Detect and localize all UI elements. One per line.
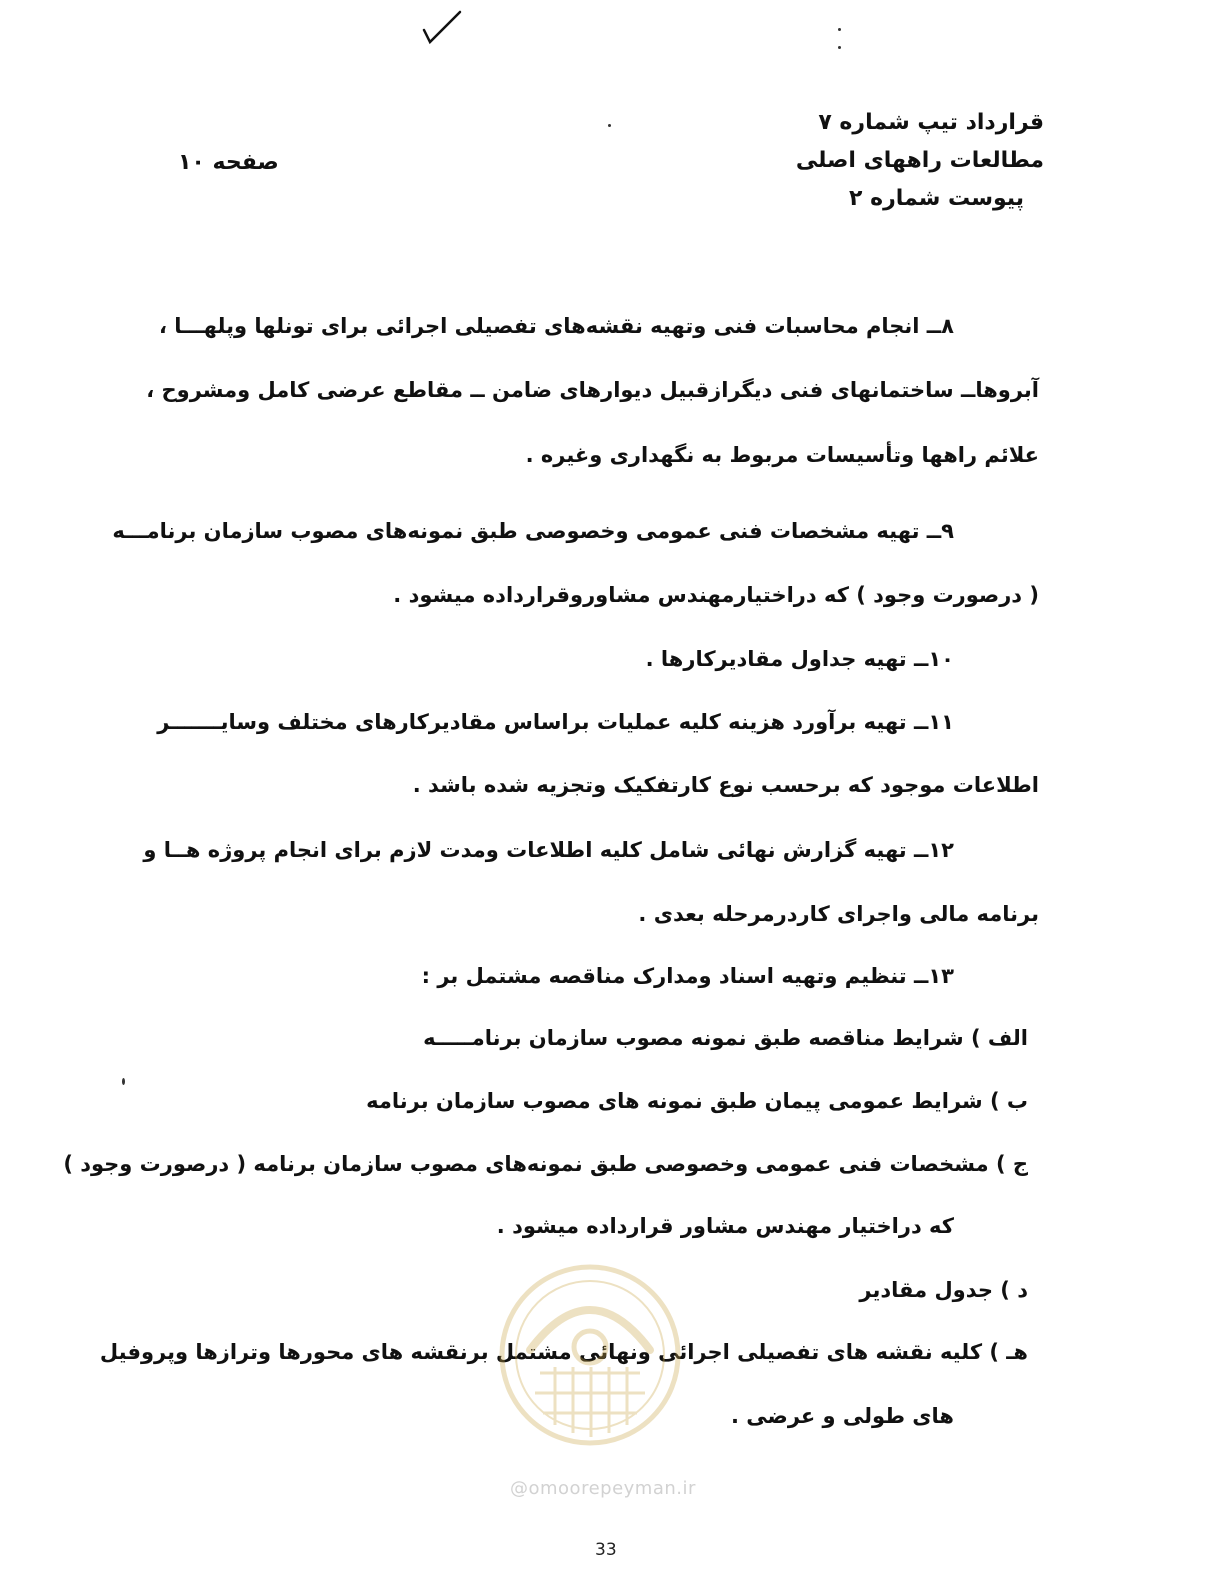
footer-page-number: 33	[595, 1540, 617, 1560]
text-line: ۱۲ــ تهیه گزارش نهائی شامل کلیه اطلاعات ومدت لازم برای انجام پروژه هــا و	[143, 838, 954, 862]
text-line: ۱۰ــ تهیه جداول مقادیرکارها .	[645, 647, 954, 671]
stray-mark	[838, 46, 841, 49]
text-line: ب ) شرایط عمومی پیمان طبق نمونه های مصوب سازمان برنامه	[366, 1089, 1028, 1113]
stray-mark	[838, 28, 841, 31]
contract-subject: مطالعات راههای اصلی	[795, 148, 1044, 173]
text-line: الف ) شرایط مناقصه طبق نمونه مصوب سازمان برنامـــــه	[423, 1026, 1028, 1050]
text-line: برنامه مالی واجرای کاردرمرحله بعدی .	[638, 902, 1039, 926]
text-line: د ) جدول مقادیر	[859, 1278, 1028, 1302]
check-mark-icon	[420, 8, 464, 48]
stray-mark	[608, 124, 611, 127]
text-line: علائم راهها وتأسیسات مربوط به نگهداری وغیره .	[525, 443, 1039, 467]
text-line: اطلاعات موجود که برحسب نوع کارتفکیک وتجزیه شده باشد .	[412, 773, 1039, 797]
text-line: ۱۳ــ تنظیم وتهیه اسناد ومدارک مناقصه مشتمل بر :	[421, 964, 954, 988]
text-line: ( درصورت وجود ) که دراختیارمهندس مشاوروقرارداده میشود .	[393, 583, 1039, 607]
text-line: هـ ) کلیه نقشه های تفصیلی اجرائی ونهائی مشتمل برنقشه های محورها وترازها وپروفیل	[99, 1340, 1028, 1364]
page-label: صفحه ۱۰	[178, 150, 279, 175]
text-line: ۹ــ تهیه مشخصات فنی عمومی وخصوصی طبق نمونه‌های مصوب سازمان برنامـــه	[112, 519, 954, 543]
annex-label: پیوست شماره ۲	[848, 186, 1024, 211]
text-line: ۸ــ انجام محاسبات فنی وتهیه نقشه‌های تفصیلی اجرائی برای تونلها وپلهـــا ،	[158, 314, 954, 338]
text-line: ۱۱ــ تهیه برآورد هزینه کلیه عملیات براساس مقادیرکارهای مختلف وسایـــــــر	[157, 710, 954, 734]
stray-mark	[122, 1078, 125, 1085]
text-line: های طولی و عرضی .	[731, 1404, 954, 1428]
contract-title: قرارداد تیپ شماره ۷	[818, 110, 1044, 135]
watermark-text: @omoorepeyman.ir	[510, 1478, 696, 1499]
text-line: که دراختیار مهندس مشاور قرارداده میشود .	[496, 1214, 954, 1238]
text-line: ج ) مشخصات فنی عمومی وخصوصی طبق نمونه‌های مصوب سازمان برنامه ( درصورت وجود )	[63, 1152, 1028, 1176]
text-line: آبروهاــ ساختمانهای فنی دیگرازقبیل دیوارهای ضامن ــ مقاطع عرضی کامل ومشروح ،	[146, 378, 1039, 402]
seal-logo-icon	[495, 1255, 685, 1455]
